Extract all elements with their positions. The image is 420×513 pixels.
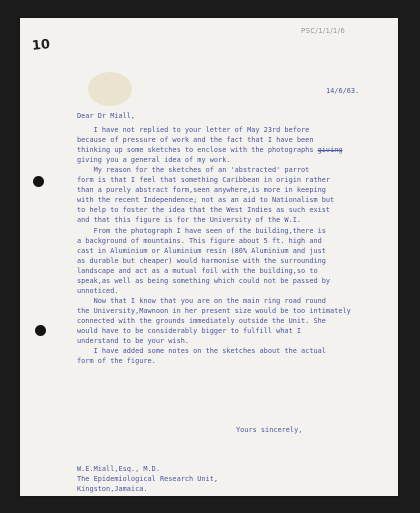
letter-page — [20, 18, 398, 496]
paper-stain — [88, 72, 132, 106]
line-text: form of the figure. — [77, 357, 156, 366]
line-text: My reason for the sketches of an 'abstracted' parrot — [77, 166, 310, 175]
struck-word: giving — [317, 146, 343, 155]
line-text: because of pressure of work and the fact that I have been — [77, 136, 314, 145]
letter-line — [77, 257, 326, 267]
letter-line — [77, 327, 301, 337]
line-text: speak,as well as being something which could not be passed by — [77, 276, 331, 285]
line-text: as durable but cheaper) would harmonise with the surrounding — [77, 256, 326, 265]
letter-date: 14/6/63. — [326, 87, 360, 95]
letter-line — [77, 126, 309, 136]
letter-line — [77, 247, 326, 257]
line-text: connected with the grounds immediately outside the Unit. She — [77, 316, 326, 325]
line-text: I have not replied to your letter of May 23rd before — [77, 126, 310, 134]
sign-off: Yours sincerely, — [236, 426, 303, 434]
line-text: unnoticed. — [77, 286, 119, 295]
letter-line — [77, 196, 334, 206]
line-text: understand to be your wish. — [77, 337, 190, 346]
line-text: a background of mountains. This figure about 5 ft. high and — [77, 236, 322, 245]
line-text: I have added some notes on the sketches about the actual — [77, 347, 326, 356]
punch-hole-bottom — [35, 325, 46, 336]
letter-line — [77, 227, 326, 237]
line-text: would have to be considerably bigger to fulfill what I — [77, 327, 302, 335]
letter-line — [77, 307, 351, 317]
address-line: The Epidemiological Research Unit, — [77, 475, 219, 483]
letter-line — [77, 216, 301, 226]
letter-line — [77, 186, 326, 196]
line-text: and that this figure is for the University of the W.I. — [77, 216, 302, 225]
letter-line — [77, 206, 330, 216]
line-text: with the recent Independence; not as an aid to Nationalism but — [77, 196, 335, 205]
letter-line — [77, 287, 119, 297]
letter-line — [77, 357, 156, 367]
letter-line — [77, 317, 326, 327]
punch-hole-top — [33, 176, 44, 187]
archive-reference: PSC/1/1/1/6 — [301, 27, 346, 35]
letter-line — [77, 237, 322, 247]
line-text: From the photograph I have seen of the building,there is — [77, 226, 326, 235]
line-text: cast in Aluminium or Aluminium resin (80% Aluminium and just — [77, 246, 326, 255]
line-text: to help to foster the idea that the West Indies as such exist — [77, 206, 331, 215]
address-line: W.E.Miall,Esq., M.D. — [77, 465, 160, 473]
line-text: the University,Mawnoon in her present size would be too intimately — [77, 306, 351, 315]
letter-line — [77, 156, 231, 166]
letter-line — [77, 146, 343, 156]
address-line: Kingston,Jamaica. — [77, 485, 148, 493]
line-text: thinking up some sketches to enclose with the photographs — [77, 146, 318, 155]
letter-line — [77, 297, 326, 307]
letter-line — [77, 166, 309, 176]
line-text: than a purely abstract form,seen anywhere,is more in keeping — [77, 186, 326, 195]
line-text: landscape and act as a mutual foil with the building,so to — [77, 266, 318, 275]
line-text: giving you a general idea of my work. — [77, 156, 231, 165]
letter-line — [77, 277, 330, 287]
letter-line — [77, 267, 318, 277]
letter-line — [77, 337, 189, 347]
salutation: Dear Dr Miall, — [77, 112, 136, 120]
letter-line — [77, 136, 313, 146]
line-text: Now that I know that you are on the main ring road round — [77, 296, 326, 305]
letter-line — [77, 347, 326, 357]
line-text: form is that I feel that something Caribbean in origin rather — [77, 176, 331, 185]
letter-line — [77, 176, 330, 186]
handwritten-page-number: 10 — [31, 37, 51, 54]
